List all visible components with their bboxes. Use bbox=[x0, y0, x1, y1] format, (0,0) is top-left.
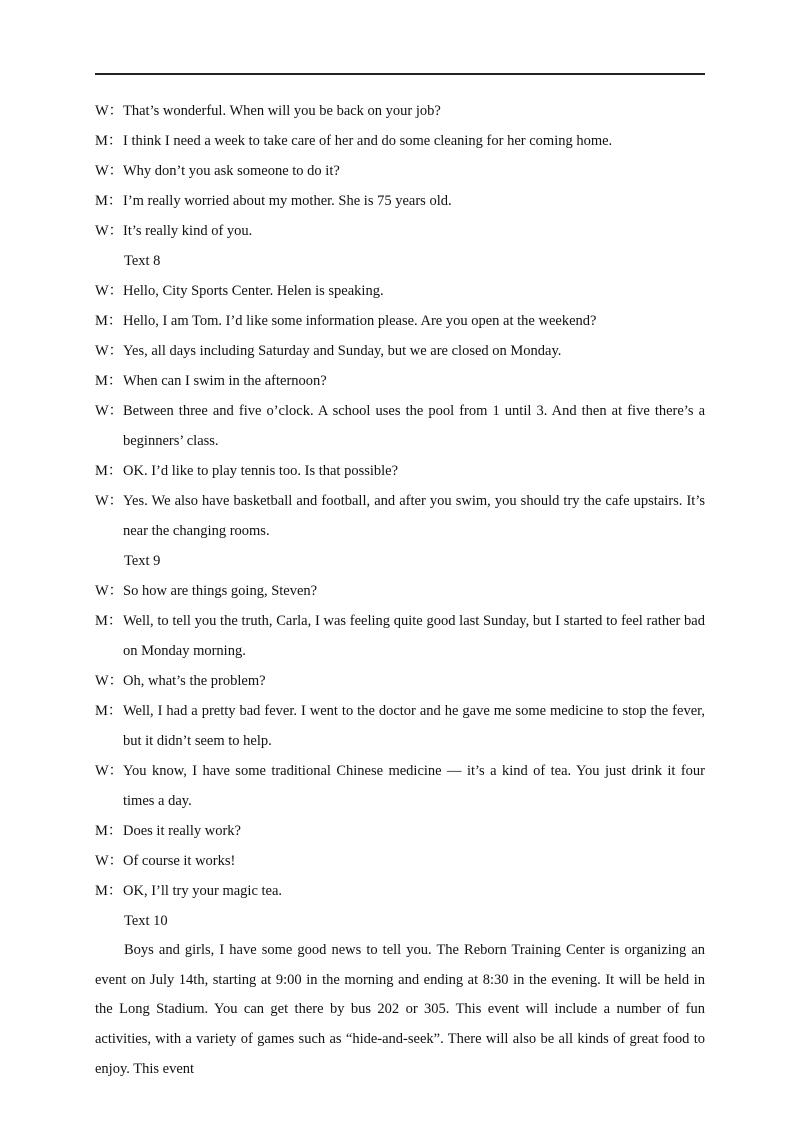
section-heading: Text 10 bbox=[124, 913, 168, 929]
dialog-text: OK, I’ll try your magic tea. bbox=[123, 883, 283, 899]
speaker-label: W： bbox=[95, 343, 124, 359]
dialog-line bbox=[95, 756, 705, 816]
dialog-line bbox=[95, 96, 705, 126]
dialog-text: You know, I have some traditional Chinese medicine — it’s a kind of tea. You just drink it four times a day. bbox=[123, 763, 705, 809]
speaker-label: M： bbox=[95, 883, 123, 899]
dialog-line bbox=[95, 486, 705, 546]
dialog-line bbox=[95, 456, 705, 486]
dialog-line bbox=[95, 846, 705, 876]
speaker-label: W： bbox=[95, 493, 124, 509]
dialog-text: Well, to tell you the truth, Carla, I was feeling quite good last Sunday, but I started to feel rather bad on Monday morning. bbox=[123, 613, 705, 659]
speaker-label: W： bbox=[95, 103, 124, 119]
dialog-line bbox=[95, 126, 705, 156]
speaker-label: W： bbox=[95, 283, 124, 299]
dialog-text: Yes. We also have basketball and football, and after you swim, you should try the cafe upstairs. It’s near the changing rooms. bbox=[123, 493, 705, 539]
header-rule bbox=[95, 73, 705, 75]
dialog-line bbox=[95, 156, 705, 186]
dialog-text: Does it really work? bbox=[123, 823, 241, 839]
dialog-line bbox=[95, 696, 705, 756]
speaker-label: M： bbox=[95, 133, 123, 149]
dialog-line bbox=[95, 366, 705, 396]
speaker-label: W： bbox=[95, 223, 124, 239]
dialog-line bbox=[95, 666, 705, 696]
dialog-line bbox=[95, 876, 705, 906]
speaker-label: M： bbox=[95, 703, 123, 719]
dialog-line bbox=[95, 216, 705, 246]
dialog-line bbox=[95, 606, 705, 666]
speaker-label: M： bbox=[95, 313, 123, 329]
speaker-label: W： bbox=[95, 403, 124, 419]
dialog-line bbox=[95, 306, 705, 336]
dialog-line bbox=[95, 186, 705, 216]
dialog-text: Well, I had a pretty bad fever. I went to the doctor and he gave me some medicine to stop the fever, but it didn’t seem to help. bbox=[123, 703, 705, 749]
section-heading: Text 9 bbox=[124, 553, 161, 569]
dialog-text: Between three and five o’clock. A school uses the pool from 1 until 3. And then at five there’s a beginners’ class. bbox=[123, 403, 705, 449]
dialog-text: Yes, all days including Saturday and Sunday, but we are closed on Monday. bbox=[123, 343, 562, 359]
dialog-text: That’s wonderful. When will you be back on your job? bbox=[123, 103, 441, 119]
speaker-label: M： bbox=[95, 373, 123, 389]
dialog-text: Oh, what’s the problem? bbox=[123, 673, 266, 689]
narration-paragraph: Boys and girls, I have some good news to tell you. The Reborn Training Center is organizing an event on July 14th, starting at 9:00 in the morning and ending at 8:30 in the evening. It will be held in the Long Stadium. You can get there by bus 202 or 305. This event will include a number of fun activities, with a variety of games such as “hide-and-seek”. There will also be all kinds of great food to enjoy. This event bbox=[95, 942, 705, 1077]
speaker-label: W： bbox=[95, 763, 124, 779]
speaker-label: M： bbox=[95, 613, 123, 629]
dialog-line bbox=[95, 276, 705, 306]
speaker-label: W： bbox=[95, 673, 124, 689]
speaker-label: M： bbox=[95, 193, 123, 209]
dialog-line bbox=[95, 816, 705, 846]
dialog-text: Hello, I am Tom. I’d like some information please. Are you open at the weekend? bbox=[123, 313, 597, 329]
dialog-text: So how are things going, Steven? bbox=[123, 583, 318, 599]
speaker-label: M： bbox=[95, 823, 123, 839]
section-heading: Text 8 bbox=[124, 253, 161, 269]
dialog-text: I think I need a week to take care of her and do some cleaning for her coming home. bbox=[123, 133, 613, 149]
dialog-line bbox=[95, 336, 705, 366]
dialog-text: It’s really kind of you. bbox=[123, 223, 253, 239]
dialog-text: I’m really worried about my mother. She is 75 years old. bbox=[123, 193, 452, 209]
speaker-label: W： bbox=[95, 583, 124, 599]
dialog-text: Hello, City Sports Center. Helen is speaking. bbox=[123, 283, 384, 299]
speaker-label: W： bbox=[95, 163, 124, 179]
transcript-body bbox=[95, 96, 705, 1085]
speaker-label: W： bbox=[95, 853, 124, 869]
dialog-text: OK. I’d like to play tennis too. Is that possible? bbox=[123, 463, 399, 479]
dialog-line bbox=[95, 576, 705, 606]
dialog-text: Why don’t you ask someone to do it? bbox=[123, 163, 340, 179]
dialog-text: When can I swim in the afternoon? bbox=[123, 373, 327, 389]
dialog-text: Of course it works! bbox=[123, 853, 236, 869]
speaker-label: M： bbox=[95, 463, 123, 479]
dialog-line bbox=[95, 396, 705, 456]
